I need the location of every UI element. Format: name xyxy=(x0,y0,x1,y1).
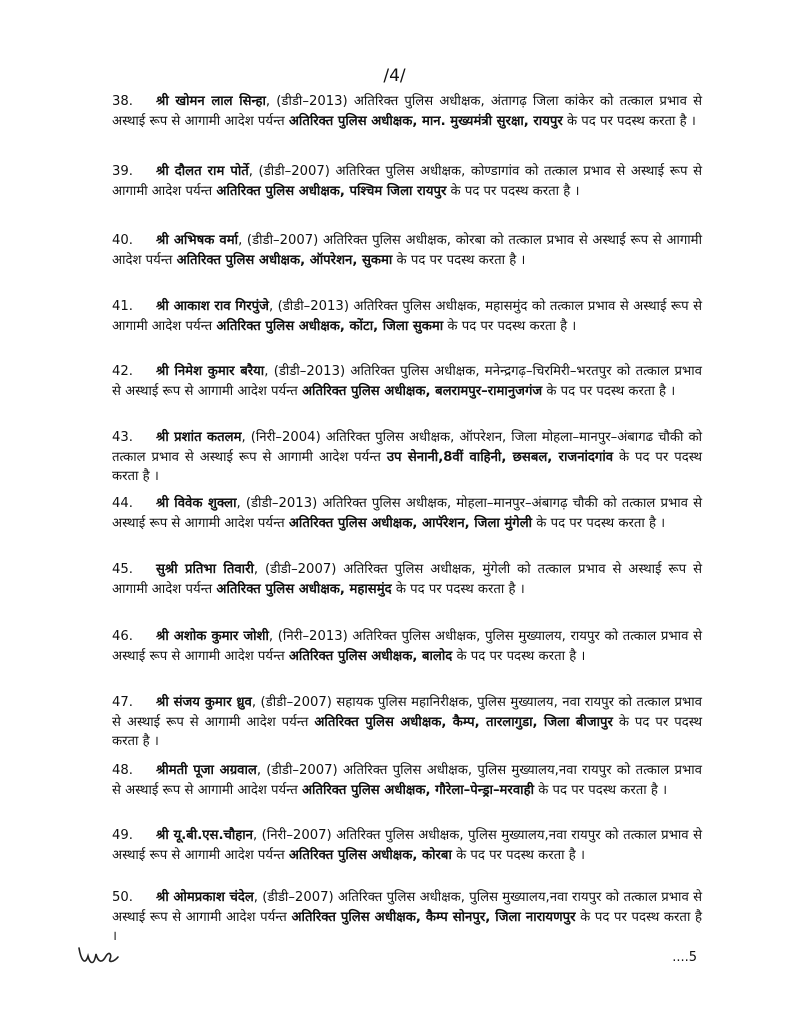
entry-text: , (डीडी–2013) अतिरिक्त पुलिस अधीक्षक, मनेन्द्रगढ़–चिरमिरी–भरतपुर को तत्काल प्रभाव से अस्थाई रूप से आगामी आदेश पर्यन्त xyxy=(112,364,702,399)
order-entry xyxy=(112,494,702,533)
order-entry xyxy=(112,231,702,270)
entry-text: , (निरी–2013) अतिरिक्त पुलिस अधीक्षक, पुलिस मुख्यालय, रायपुर को तत्काल प्रभाव से अस्थाई रूप से आगामी आदेश पर्यन्त xyxy=(112,629,702,664)
order-entry xyxy=(112,560,702,599)
entry-text: , (डीडी–2007) अतिरिक्त पुलिस अधीक्षक, कोरबा को तत्काल प्रभाव से अस्थाई रूप से आगामी आदेश पर्यन्त xyxy=(112,233,702,268)
entry-end: के पद पर पदस्थ करता है । xyxy=(446,183,580,199)
new-post: अतिरिक्त पुलिस अधीक्षक, कैम्प सोनपुर, जिला नारायणपुर xyxy=(291,909,576,925)
entry-text: , (डीडी–2013) अतिरिक्त पुलिस अधीक्षक, मोहला–मानपुर–अंबागढ़ चौकी को तत्काल प्रभाव से अस्थाई रूप से आगामी आदेश पर्यन्त xyxy=(112,496,703,531)
order-entry xyxy=(112,693,702,752)
order-entry xyxy=(112,297,702,336)
order-entry xyxy=(112,627,702,666)
page-number: /4/ xyxy=(383,66,406,86)
order-entry xyxy=(112,162,702,201)
officer-name: श्री ओमप्रकाश चंदेल xyxy=(156,890,254,905)
officer-name: श्री यू.बी.एस.चौहान xyxy=(156,828,253,843)
officer-name: श्री विवेक शुक्ला xyxy=(156,496,237,511)
entry-end: के पद पर पदस्थ करता है । xyxy=(542,383,676,399)
entry-end: के पद पर पदस्थ करता है । xyxy=(392,252,526,268)
entry-number: 50. xyxy=(112,890,133,905)
new-post: अतिरिक्त पुलिस अधीक्षक, बालोद xyxy=(288,648,453,664)
entry-number: 40. xyxy=(112,233,133,248)
order-entry xyxy=(112,428,702,487)
entry-number: 38. xyxy=(112,94,133,109)
entry-text: , (डीडी–2007) अतिरिक्त पुलिस अधीक्षक, पुलिस मुख्यालय,नवा रायपुर को तत्काल प्रभाव से अस्थाई रूप से आगामी आदेश पर्यन्त xyxy=(112,890,702,925)
entry-text: , (डीडी–2013) अतिरिक्त पुलिस अधीक्षक, महासमुंद को तत्काल प्रभाव से अस्थाई रूप से आगामी आदेश पर्यन्त xyxy=(112,299,702,334)
entry-number: 44. xyxy=(112,496,133,511)
entry-end: के पद पर पदस्थ करता है । xyxy=(391,581,525,597)
new-post: अतिरिक्त पुलिस अधीक्षक, गौरेला–पेन्ड्रा–मरवाही xyxy=(301,782,534,798)
entry-end: के पद पर पदस्थ करता है । xyxy=(532,515,666,531)
entry-number: 49. xyxy=(112,828,133,843)
entry-text: , (डीडी–2007) अतिरिक्त पुलिस अधीक्षक, मुंगेली को तत्काल प्रभाव से अस्थाई रूप से आगामी आदेश पर्यन्त xyxy=(112,562,702,597)
officer-name: सुश्री प्रतिभा तिवारी xyxy=(156,562,254,577)
continued-page-marker: ....5 xyxy=(672,950,697,965)
entry-end: के पद पर पदस्थ करता है । xyxy=(451,847,585,863)
officer-name: श्री दौलत राम पोर्ते xyxy=(156,164,249,179)
entry-text: , (निरी–2007) अतिरिक्त पुलिस अधीक्षक, पुलिस मुख्यालय,नवा रायपुर को तत्काल प्रभाव से अस्थाई रूप से आगामी आदेश पर्यन्त xyxy=(112,828,702,863)
entry-number: 43. xyxy=(112,430,133,445)
new-post: अतिरिक्त पुलिस अधीक्षक, कैम्प, तारलागुडा, जिला बीजापुर xyxy=(314,714,613,730)
entry-end: के पद पर पदस्थ करता है । xyxy=(112,714,703,750)
new-post: अतिरिक्त पुलिस अधीक्षक, पश्चिम जिला रायपुर xyxy=(216,183,447,199)
entry-number: 46. xyxy=(112,629,133,644)
order-entry xyxy=(112,92,702,131)
order-entry xyxy=(112,888,702,947)
entry-number: 42. xyxy=(112,364,133,379)
officer-name: श्री खोमन लाल सिन्हा xyxy=(156,94,266,109)
new-post: उप सेनानी,8वीं वाहिनी, छसबल, राजनांदगांव xyxy=(386,449,614,465)
officer-name: श्री आकाश राव गिरपुंजे xyxy=(156,299,269,314)
entry-number: 48. xyxy=(112,763,133,778)
officer-name: श्री संजय कुमार ध्रुव xyxy=(156,695,252,710)
new-post: अतिरिक्त पुलिस अधीक्षक, मान. मुख्यमंत्री सुरक्षा, रायपुर xyxy=(288,113,563,129)
order-entry xyxy=(112,761,702,800)
new-post: अतिरिक्त पुलिस अधीक्षक, आपॅरेशन, जिला मुंगेली xyxy=(288,515,533,531)
entry-text: , (डीडी–2007) सहायक पुलिस महानिरीक्षक, पुलिस मुख्यालय, नवा रायपुर को तत्काल प्रभाव से अस्थाई रूप से आगामी आदेश पर्यन्त xyxy=(112,695,702,730)
new-post: अतिरिक्त पुलिस अधीक्षक, बलरामपुर–रामानुजगंज xyxy=(301,383,543,399)
order-entry xyxy=(112,826,702,865)
new-post: अतिरिक्त पुलिस अधीक्षक, कोंटा, जिला सुकमा xyxy=(216,318,444,334)
officer-name: श्रीमती पूजा अग्रवाल xyxy=(156,763,257,778)
entry-end: के पद पर पदस्थ करता है । xyxy=(112,449,703,485)
officer-name: श्री अभिषक वर्मा xyxy=(156,233,239,248)
entry-end: के पद पर पदस्थ करता है । xyxy=(112,909,702,945)
entry-number: 39. xyxy=(112,164,133,179)
entry-text: , (निरी–2004) अतिरिक्त पुलिस अधीक्षक, ऑपरेशन, जिला मोहला–मानपुर–अंबागढ चौकी को तत्काल प्रभाव से अस्थाई रूप से आगामी आदेश पर्यन्त xyxy=(112,430,702,465)
new-post: अतिरिक्त पुलिस अधीक्षक, ऑपरेशन, सुकमा xyxy=(176,252,393,268)
entry-text: , (डीडी–2007) अतिरिक्त पुलिस अधीक्षक, कोण्डागांव को तत्काल प्रभाव से अस्थाई रूप से आगामी आदेश पर्यन्त xyxy=(112,164,702,199)
officer-name: श्री अशोक कुमार जोशी xyxy=(156,629,269,644)
entry-text: , (डीडी–2013) अतिरिक्त पुलिस अधीक्षक, अंतागढ़ जिला कांकेर को तत्काल प्रभाव से अस्थाई रूप से आगामी आदेश पर्यन्त xyxy=(112,94,702,129)
entry-number: 47. xyxy=(112,695,133,710)
entry-text: , (डीडी–2007) अतिरिक्त पुलिस अधीक्षक, पुलिस मुख्यालय,नवा रायपुर को तत्काल प्रभाव से अस्थाई रूप से आगामी आदेश पर्यन्त xyxy=(112,763,702,798)
order-entry xyxy=(112,362,702,401)
entry-number: 45. xyxy=(112,562,133,577)
officer-name: श्री प्रशांत कतलम xyxy=(156,430,242,445)
entry-end: के पद पर पदस्थ करता है । xyxy=(534,782,668,798)
entry-end: के पद पर पदस्थ करता है । xyxy=(562,113,696,129)
new-post: अतिरिक्त पुलिस अधीक्षक, कोरबा xyxy=(288,847,452,863)
signature-initials-icon xyxy=(76,942,120,970)
officer-name: श्री निमेश कुमार बरैया xyxy=(156,364,265,379)
new-post: अतिरिक्त पुलिस अधीक्षक, महासमुंद xyxy=(216,581,392,597)
entry-end: के पद पर पदस्थ करता है । xyxy=(452,648,586,664)
entry-number: 41. xyxy=(112,299,133,314)
entry-end: के पद पर पदस्थ करता है । xyxy=(443,318,577,334)
